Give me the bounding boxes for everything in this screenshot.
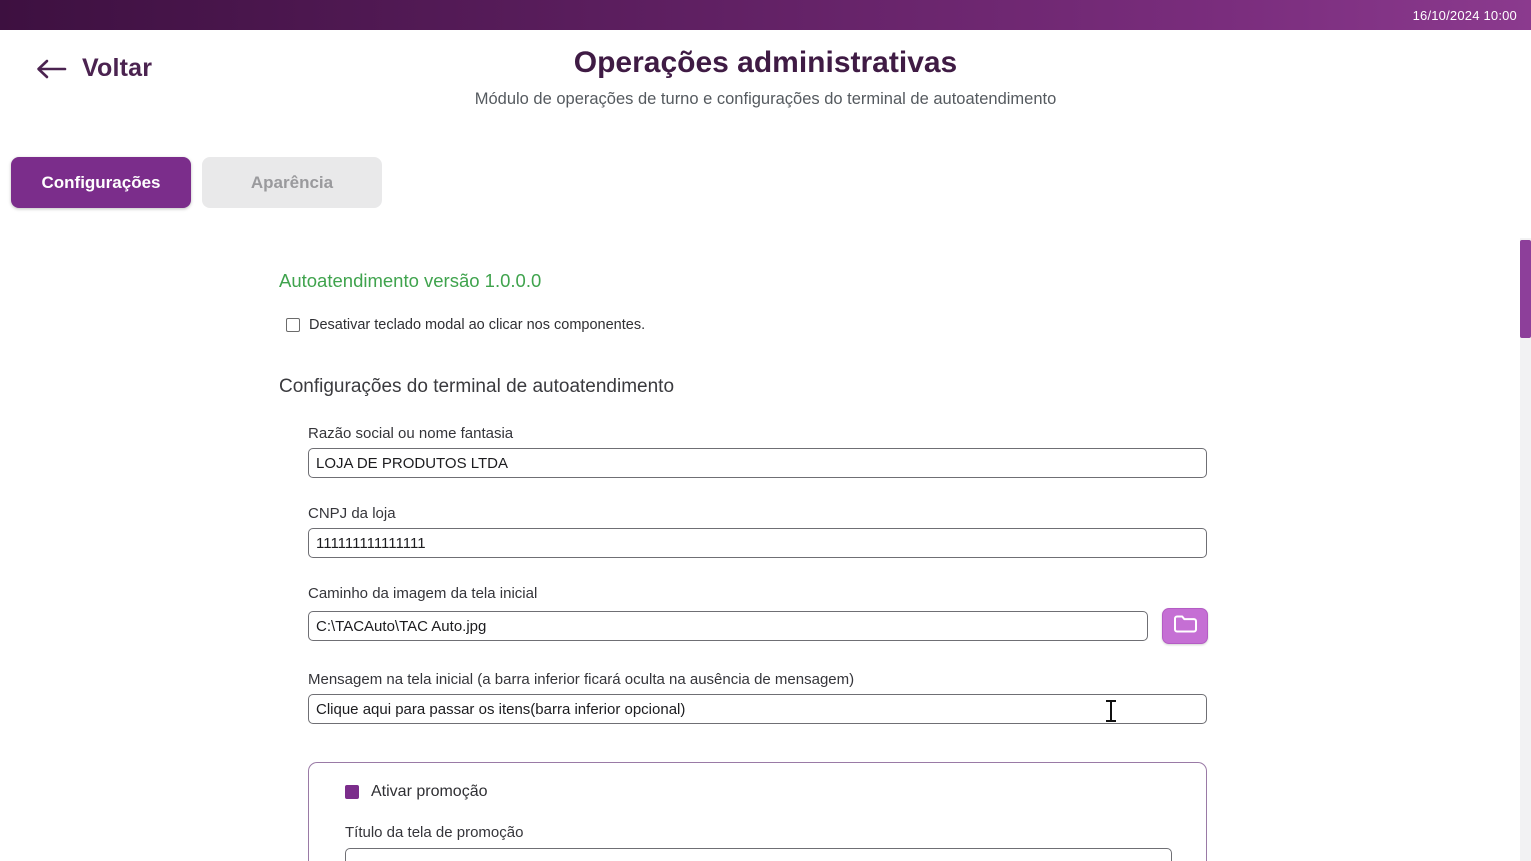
folder-icon [1173,613,1198,639]
field-label-cnpj: CNPJ da loja [308,505,396,522]
field-razao-social [308,425,1209,478]
field-mensagem-tela-inicial [308,671,1209,724]
browse-file-button[interactable] [1162,608,1208,644]
input-caminho-imagem[interactable]: C:\TACAuto\TAC Auto.jpg [308,611,1148,641]
input-cnpj[interactable]: 111111111111111 [308,528,1207,558]
disable-modal-keyboard-checkbox[interactable] [286,318,300,332]
version-label: Autoatendimento versão 1.0.0.0 [279,270,542,291]
scrollbar-thumb[interactable] [1520,240,1531,338]
field-cnpj [308,505,1209,558]
clock-label: 16/10/2024 10:00 [1412,7,1517,23]
promo-toggle-label: Ativar promoção [371,783,488,800]
text-cursor-pointer [1110,700,1112,722]
tab-configuracoes[interactable]: Configurações [11,157,191,208]
promo-title-input[interactable] [345,848,1172,861]
page-title: Operações administrativas [573,46,958,79]
disable-modal-keyboard-row[interactable] [286,317,1209,333]
promo-toggle-row[interactable] [345,783,1206,801]
page-header [0,30,1531,142]
field-label-caminho-imagem: Caminho da imagem da tela inicial [308,585,538,602]
input-mensagem-tela-inicial[interactable]: Clique aqui para passar os itens(barra inferior opcional) [308,694,1207,724]
promo-toggle-checkbox[interactable] [345,785,359,799]
settings-scroll-area [0,240,1531,861]
tab-bar [11,157,382,208]
promo-panel [308,762,1207,861]
disable-modal-keyboard-label: Desativar teclado modal ao clicar nos componentes. [309,317,646,333]
promo-title-label: Título da tela de promoção [345,824,524,841]
tab-aparencia[interactable]: Aparência [202,157,382,208]
field-caminho-imagem [308,585,1209,644]
page-subtitle: Módulo de operações de turno e configurações do terminal de autoatendimento [474,90,1057,108]
field-label-mensagem-tela-inicial: Mensagem na tela inicial (a barra inferior ficará oculta na ausência de mensagem) [308,671,855,688]
section-title-terminal-settings: Configurações do terminal de autoatendimento [279,376,675,397]
status-bar [0,0,1531,30]
input-razao-social[interactable]: LOJA DE PRODUTOS LTDA [308,448,1207,478]
field-label-razao-social: Razão social ou nome fantasia [308,425,514,442]
back-button-label: Voltar [82,54,153,82]
